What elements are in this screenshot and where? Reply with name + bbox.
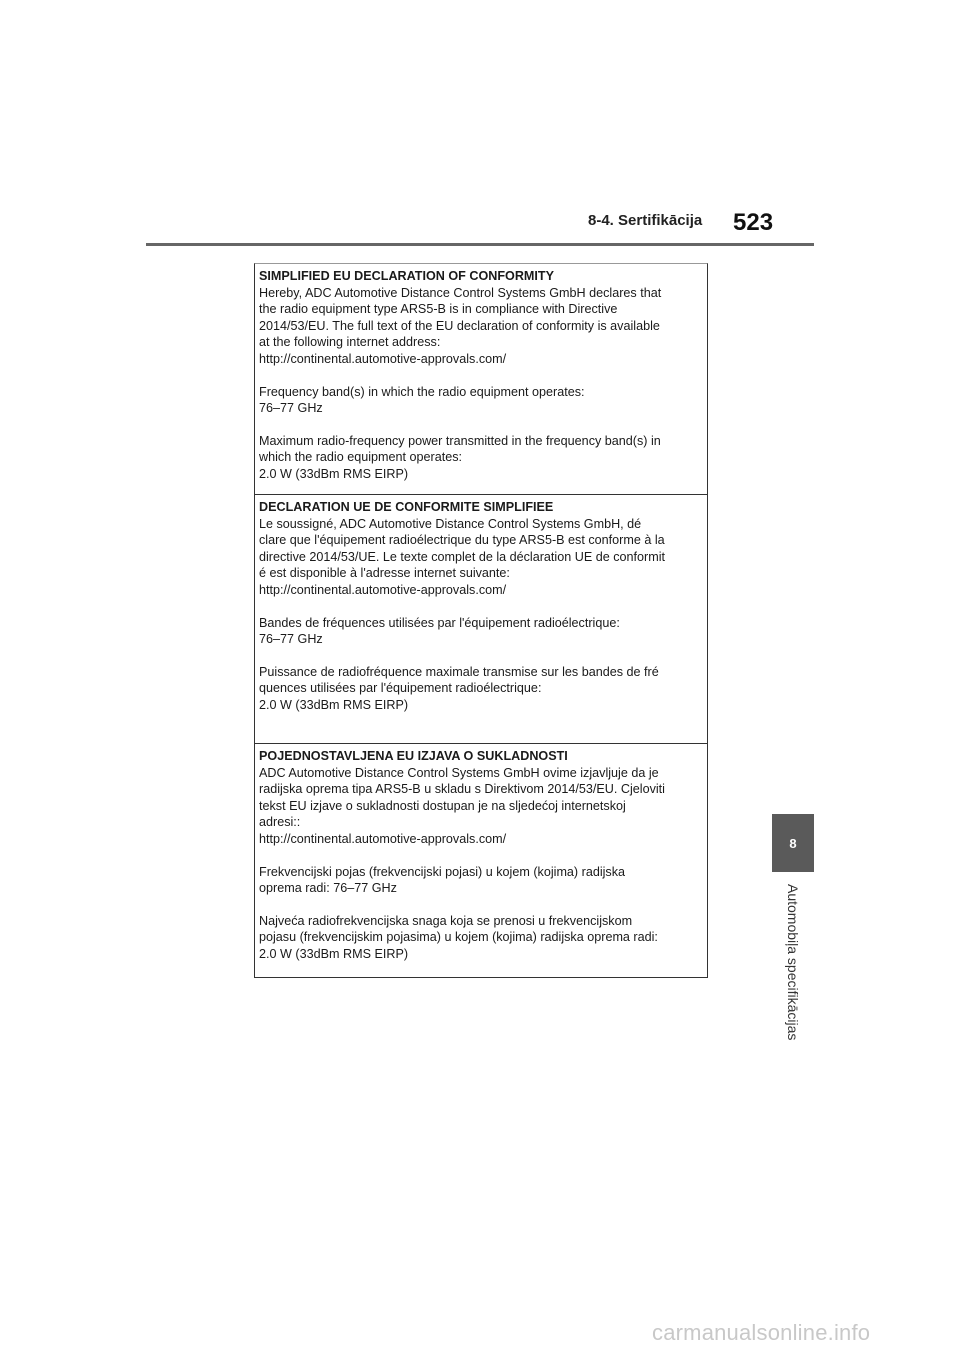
body-line: ADC Automotive Distance Control Systems GmbH ovime izjavljuje da je bbox=[259, 765, 659, 780]
declaration-title: SIMPLIFIED EU DECLARATION OF CONFORMITY bbox=[259, 269, 555, 283]
frequency-paragraph bbox=[259, 615, 703, 648]
power-paragraph bbox=[259, 913, 703, 963]
frequency-line: Frequency band(s) in which the radio equipment operates: bbox=[259, 384, 585, 399]
frequency-line: Frekvencijski pojas (frekvencijski pojasi) u kojem (kojima) radijska bbox=[259, 864, 626, 879]
body-line: directive 2014/53/UE. Le texte complet de la déclaration UE de conformit bbox=[259, 549, 666, 564]
url-line: http://continental.automotive-approvals.com/ bbox=[259, 831, 507, 846]
frequency-paragraph bbox=[259, 864, 703, 897]
body-line: Hereby, ADC Automotive Distance Control Systems GmbH declares that bbox=[259, 285, 662, 300]
body-line: 2014/53/EU. The full text of the EU declaration of conformity is available bbox=[259, 318, 660, 333]
power-line: which the radio equipment operates: bbox=[259, 450, 463, 465]
header-rule bbox=[146, 243, 814, 246]
section-title: 8-4. Sertifikācija bbox=[588, 212, 703, 229]
body-line: at the following internet address: bbox=[259, 335, 441, 350]
body-line: the radio equipment type ARS5-B is in compliance with Directive bbox=[259, 302, 618, 317]
declaration-en bbox=[255, 264, 707, 494]
power-line: 2.0 W (33dBm RMS EIRP) bbox=[259, 946, 409, 961]
url-line: http://continental.automotive-approvals.com/ bbox=[259, 351, 507, 366]
body-line: tekst EU izjave o sukladnosti dostupan je na sljedećoj internetskoj bbox=[259, 798, 626, 813]
declaration-body bbox=[259, 285, 703, 368]
frequency-line: Bandes de fréquences utilisées par l'équipement radioélectrique: bbox=[259, 615, 620, 630]
frequency-line: oprema radi: 76–77 GHz bbox=[259, 881, 397, 896]
body-line: clare que l'équipement radioélectrique du type ARS5-B est conforme à la bbox=[259, 533, 665, 548]
power-line: Najveća radiofrekvencijska snaga koja se prenosi u frekvencijskom bbox=[259, 913, 633, 928]
chapter-label: Automobiļa specifikācijas bbox=[785, 884, 801, 1041]
declaration-fr bbox=[255, 494, 707, 743]
watermark: carmanualsonline.info bbox=[652, 1320, 871, 1345]
power-paragraph bbox=[259, 433, 703, 483]
chapter-number: 8 bbox=[789, 835, 797, 851]
declaration-body bbox=[259, 516, 703, 599]
body-line: é est disponible à l'adresse internet suivante: bbox=[259, 566, 510, 581]
power-paragraph bbox=[259, 664, 703, 714]
power-line: 2.0 W (33dBm RMS EIRP) bbox=[259, 466, 409, 481]
chapter-tab[interactable] bbox=[772, 814, 814, 872]
power-line: 2.0 W (33dBm RMS EIRP) bbox=[259, 697, 409, 712]
body-line: adresi:: bbox=[259, 815, 301, 830]
page-number: 523 bbox=[733, 209, 774, 236]
declaration-body bbox=[259, 765, 703, 848]
power-line: Puissance de radiofréquence maximale transmise sur les bandes de fré bbox=[259, 664, 659, 679]
declaration-box bbox=[254, 263, 708, 978]
frequency-line: 76–77 GHz bbox=[259, 401, 323, 416]
power-line: Maximum radio-frequency power transmitted in the frequency band(s) in bbox=[259, 433, 661, 448]
frequency-paragraph bbox=[259, 384, 703, 417]
declaration-title: DECLARATION UE DE CONFORMITE SIMPLIFIEE bbox=[259, 500, 554, 514]
declaration-hr bbox=[255, 743, 707, 977]
url-line: http://continental.automotive-approvals.com/ bbox=[259, 582, 507, 597]
power-line: quences utilisées par l'équipement radioélectrique: bbox=[259, 681, 542, 696]
power-line: pojasu (frekvencijskim pojasima) u kojem (kojima) radijska oprema radi: bbox=[259, 930, 658, 945]
frequency-line: 76–77 GHz bbox=[259, 632, 323, 647]
body-line: Le soussigné, ADC Automotive Distance Control Systems GmbH, dé bbox=[259, 516, 642, 531]
declaration-title: POJEDNOSTAVLJENA EU IZJAVA O SUKLADNOSTI bbox=[259, 749, 568, 763]
body-line: radijska oprema tipa ARS5-B u skladu s Direktivom 2014/53/EU. Cjeloviti bbox=[259, 782, 665, 797]
